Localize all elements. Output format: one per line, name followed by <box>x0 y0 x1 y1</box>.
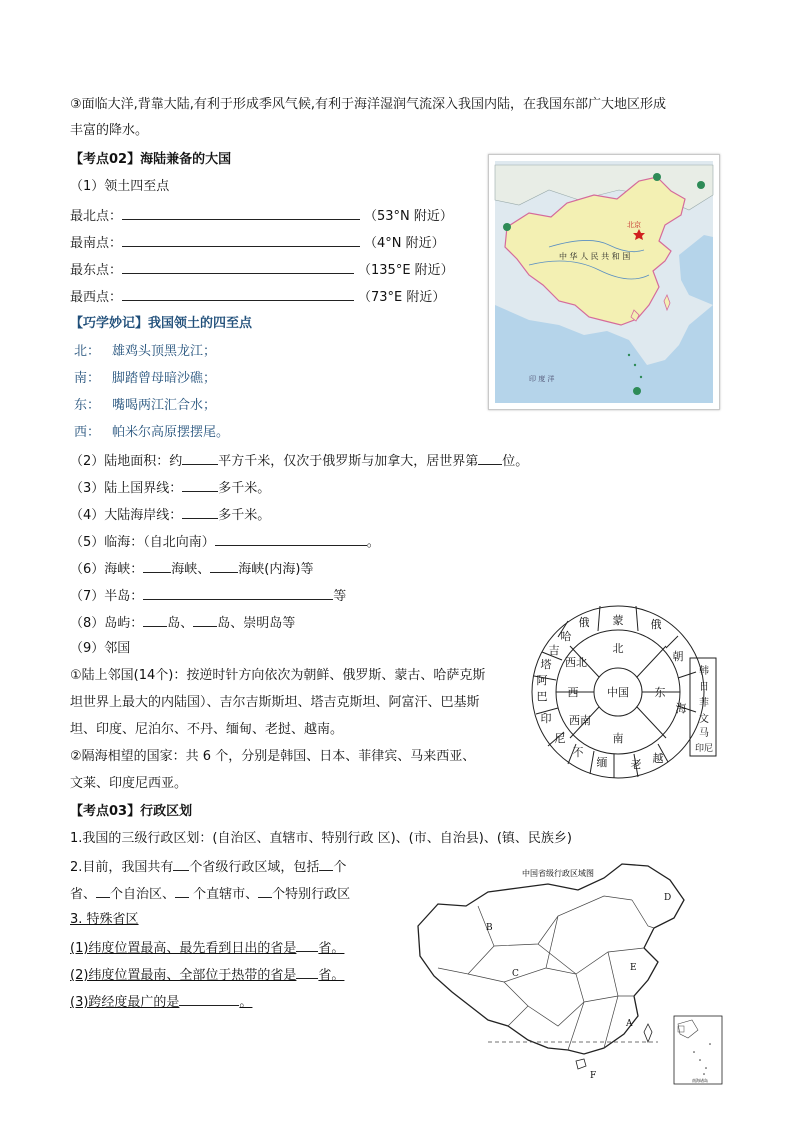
outer-bhutan: 不 <box>572 746 584 759</box>
answer-blank[interactable] <box>143 612 167 627</box>
answer-blank[interactable] <box>182 477 218 492</box>
q-text: (2)纬度位置最南、全部位于热带的省是 <box>70 968 297 983</box>
west-extreme-marker <box>503 223 511 231</box>
center-label: 中国 <box>607 686 629 699</box>
extreme-label: 最北点： <box>70 209 123 224</box>
inner-northwest: 西北 <box>565 656 587 669</box>
province-letter-f: F <box>590 1071 597 1081</box>
outer-kazakhstan: 哈 <box>560 630 572 643</box>
q-text: （4）大陆海岸线： <box>70 508 183 523</box>
sea-country-korea: 韩 <box>699 666 709 677</box>
q-text: 多千米。 <box>218 481 271 496</box>
extreme-note: （135°E 附近） <box>358 263 454 278</box>
provincial-count-line-2 <box>70 883 350 905</box>
extreme-east-row <box>70 259 454 281</box>
q-text: 位。 <box>502 454 529 469</box>
section-heading-03: 【考点03】行政区划 <box>70 804 193 819</box>
extreme-note: （53°N 附近） <box>364 209 453 224</box>
neighbors-diagram-graphic <box>518 596 722 780</box>
extreme-label: 最东点： <box>70 263 123 278</box>
mnemonic-dir: 南： <box>74 371 101 386</box>
land-neighbors-line-2: 坦世界上最大的内陆国）、吉尔吉斯斯坦、塔吉克斯坦、阿富汗、巴基斯 <box>70 695 480 710</box>
q-text: （7）半岛： <box>70 589 144 604</box>
q-text: （6）海峡： <box>70 562 144 577</box>
q-text: 个直辖市、 <box>189 887 259 902</box>
island-dot <box>640 376 642 378</box>
sea-neighbors-line-1: ②隔海相望的国家：共 6 个，分别是韩国、日本、菲律宾、马来西亚、 <box>70 749 476 764</box>
answer-blank[interactable] <box>182 450 218 465</box>
land-neighbors-line-1: ①陆上邻国(14个)：按逆时针方向依次为朝鲜、俄罗斯、蒙古、哈萨克斯 <box>70 668 486 683</box>
outer-russia-west: 俄 <box>578 616 590 629</box>
inner-southwest: 西南 <box>569 714 591 727</box>
outer-laos: 老 <box>630 758 642 771</box>
east-extreme-marker <box>697 181 705 189</box>
answer-blank[interactable] <box>296 964 318 979</box>
extreme-note: （4°N 附近） <box>364 236 445 251</box>
intro-line-2: 丰富的降水。 <box>70 123 149 138</box>
inset-label: 南海诸岛 <box>692 1078 708 1083</box>
answer-blank[interactable] <box>296 937 318 952</box>
mnemonic-east <box>74 396 216 416</box>
answer-blank[interactable] <box>179 991 239 1006</box>
q-text: 多千米。 <box>218 508 271 523</box>
mnemonic-north <box>74 342 216 362</box>
answer-blank[interactable] <box>122 205 360 220</box>
mnemonic-text: 帕米尔高原摆摆尾。 <box>112 425 230 440</box>
mnemonic-title: 【巧学妙记】我国领土的四至点 <box>70 316 253 331</box>
section-heading-02: 【考点02】海陆兼备的大国 <box>70 152 232 167</box>
answer-blank[interactable] <box>258 883 272 898</box>
answer-blank[interactable] <box>122 259 354 274</box>
q-text: 海峡(内海)等 <box>238 562 314 577</box>
inner-south: 南 <box>612 732 624 745</box>
admin-levels: 1.我国的三级行政区划：(自治区、直辖市、特别行政 区)、(市、自治县)、(镇、民族乡) <box>70 831 572 846</box>
subheading-extremes: （1）领土四至点 <box>70 179 170 194</box>
mnemonic-dir: 北： <box>74 344 101 359</box>
sea-label-hai: 海 <box>675 702 687 715</box>
provincial-map <box>408 856 724 1088</box>
q-text: 岛、崇明岛等 <box>217 616 296 631</box>
extreme-label: 最西点： <box>70 290 123 305</box>
outer-korea-north: 朝 <box>672 650 684 663</box>
special-province-q1 <box>70 937 344 959</box>
q-text: 省。 <box>318 941 345 956</box>
inner-east: 东 <box>654 686 666 699</box>
answer-blank[interactable] <box>210 558 238 573</box>
answer-blank[interactable] <box>478 450 502 465</box>
question-seas <box>70 531 380 553</box>
question-peninsulas <box>70 585 346 607</box>
q-text: 个特别行政区 <box>272 887 351 902</box>
q-text: (1)纬度位置最高、最先看到日出的省是 <box>70 941 297 956</box>
provincial-count-line-1 <box>70 856 346 878</box>
question-coastline <box>70 504 270 526</box>
answer-blank[interactable] <box>182 504 218 519</box>
outer-myanmar-alt: 越 <box>652 752 664 765</box>
q-text: 省。 <box>318 968 345 983</box>
answer-blank[interactable] <box>173 856 189 871</box>
answer-blank[interactable] <box>193 612 217 627</box>
inner-north: 北 <box>612 642 624 655</box>
q-text: （3）陆上国界线： <box>70 481 183 496</box>
province-letter-e: E <box>630 963 637 973</box>
q-text: 个自治区、 <box>110 887 176 902</box>
intro-line-1: ③面临大洋,背靠大陆,有利于形成季风气候,有利于海洋湿润气流深入我国内陆，在我国东部广大地区形成 <box>70 97 667 112</box>
special-provinces-heading: 3. 特殊省区 <box>70 912 139 927</box>
mnemonic-south <box>74 369 216 389</box>
mnemonic-dir: 西： <box>74 425 101 440</box>
sea-label: 印 度 洋 <box>529 375 555 383</box>
outer-myanmar: 缅 <box>596 756 608 769</box>
answer-blank[interactable] <box>143 585 333 600</box>
neighbors-diagram <box>518 596 722 780</box>
extreme-west-row <box>70 286 445 308</box>
answer-blank[interactable] <box>319 856 333 871</box>
answer-blank[interactable] <box>122 286 354 301</box>
provincial-map-graphic <box>408 856 724 1088</box>
extreme-label: 最南点： <box>70 236 123 251</box>
province-letter-c: C <box>512 969 519 979</box>
extreme-south-row <box>70 232 445 254</box>
q-text: 个省级行政区域，包括 <box>189 860 320 875</box>
answer-blank[interactable] <box>143 558 171 573</box>
province-letter-a: A <box>626 1019 633 1029</box>
sea-country-malaysia: 马 <box>699 728 709 739</box>
special-province-q3 <box>70 991 252 1013</box>
q-text: 个 <box>333 860 347 875</box>
island-dot <box>634 364 636 366</box>
mnemonic-west <box>74 423 229 443</box>
answer-blank[interactable] <box>96 883 110 898</box>
outer-afghanistan: 阿 <box>536 674 548 687</box>
question-neighbors: （9）邻国 <box>70 641 131 656</box>
extreme-note: （73°E 附近） <box>358 290 446 305</box>
china-outline <box>418 864 684 1054</box>
taiwan-outline <box>644 1024 652 1042</box>
q-text: （5）临海：（自北向南） <box>70 535 215 550</box>
outer-mongolia: 蒙 <box>612 614 624 627</box>
question-land-border <box>70 477 270 499</box>
china-location-map <box>488 154 720 410</box>
outer-kyrgyzstan: 吉 <box>548 644 560 657</box>
q-text: （2）陆地面积：约 <box>70 454 183 469</box>
mnemonic-dir: 东： <box>74 398 101 413</box>
sea-country-philippines: 菲 <box>699 698 709 709</box>
sea-neighbors-line-2: 文莱、印度尼西亚。 <box>70 776 188 791</box>
question-straits <box>70 558 313 580</box>
q-text: （8）岛屿： <box>70 616 144 631</box>
answer-blank[interactable] <box>122 232 360 247</box>
province-letter-b: B <box>486 923 493 933</box>
outer-tajikistan: 塔 <box>540 658 552 671</box>
china-map-graphic <box>489 155 719 409</box>
q-text: 海峡、 <box>171 562 211 577</box>
special-province-q2 <box>70 964 344 986</box>
mnemonic-text: 雄鸡头顶黑龙江； <box>112 344 217 359</box>
outer-india: 印 <box>540 712 552 725</box>
mnemonic-text: 脚踏曾母暗沙礁； <box>112 371 217 386</box>
q-text: 省、 <box>70 887 97 902</box>
q-text: 。 <box>366 535 380 550</box>
answer-blank[interactable] <box>175 883 189 898</box>
south-extreme-marker <box>633 387 641 395</box>
hainan-outline <box>576 1059 586 1069</box>
island-dot <box>628 354 630 356</box>
q-text: 。 <box>239 995 253 1010</box>
q-text: 平方千米，仅次于俄罗斯与加拿大，居世界第 <box>218 454 479 469</box>
question-land-area <box>70 450 528 472</box>
capital-label: 北京 <box>627 221 641 229</box>
extreme-north-row <box>70 205 453 227</box>
sea-country-japan: 日 <box>699 682 709 693</box>
inner-west: 西 <box>567 686 579 699</box>
country-label: 中 华 人 民 共 和 国 <box>559 252 631 261</box>
q-text: (3)跨经度最广的是 <box>70 995 180 1010</box>
q-text: 2.目前，我国共有 <box>70 860 174 875</box>
sea-country-indonesia: 印尼 <box>694 744 714 754</box>
outer-russia-east: 俄 <box>650 618 662 631</box>
outer-pakistan: 巴 <box>536 690 548 703</box>
answer-blank[interactable] <box>215 531 367 546</box>
mnemonic-text: 嘴喝两江汇合水； <box>112 398 217 413</box>
north-extreme-marker <box>653 173 661 181</box>
province-letter-d: D <box>664 893 672 903</box>
outer-nepal: 尼 <box>554 732 566 745</box>
question-islands <box>70 612 295 634</box>
provincial-map-title: 中国省级行政区域图 <box>522 869 594 878</box>
q-text: 等 <box>333 589 347 604</box>
q-text: 岛、 <box>167 616 194 631</box>
land-neighbors-line-3: 坦、印度、尼泊尔、不丹、缅甸、老挝、越南。 <box>70 722 344 737</box>
sea-country-brunei: 文 <box>699 714 709 725</box>
